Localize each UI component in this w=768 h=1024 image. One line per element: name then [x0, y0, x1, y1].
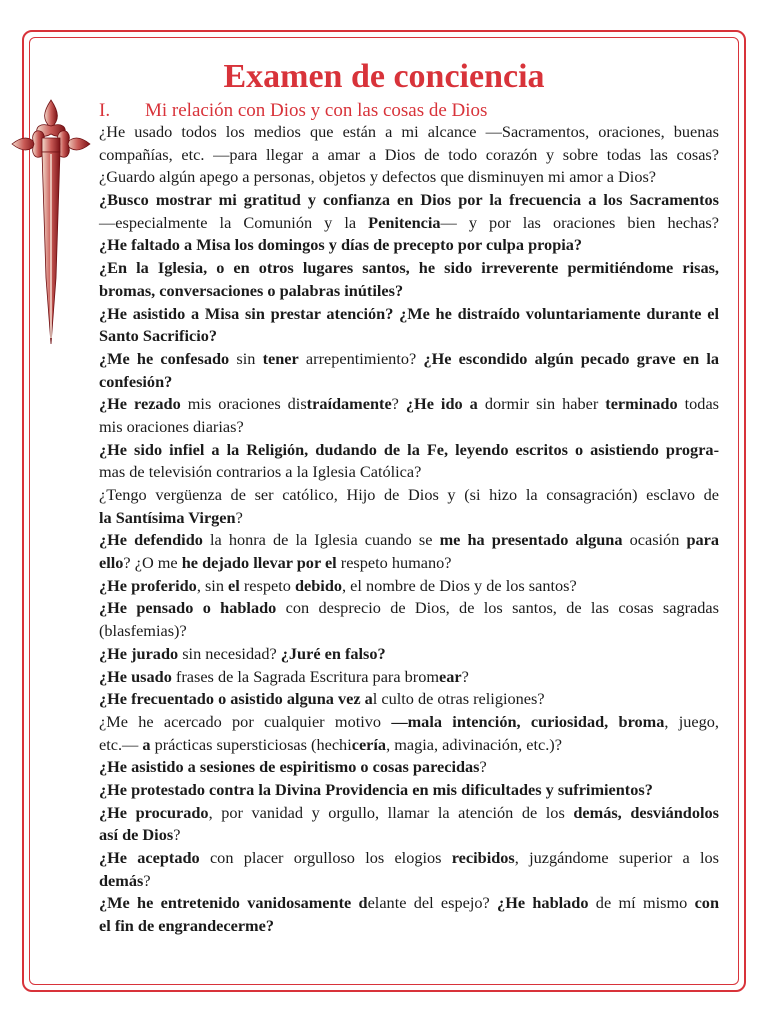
- text-segment: compañías, etc. —para llegar a amar a Dios de todo corazón y sobre todas las cosas?: [99, 144, 719, 164]
- text-segment: , por vanidad y orgullo, llamar la atención de los: [208, 802, 574, 822]
- text-segment: ¿He usado todos los medios que están a mi alcance —Sacramentos, oraciones, buenas: [99, 122, 719, 141]
- text-line: [99, 552, 719, 575]
- text-line: [99, 371, 719, 394]
- text-segment: l culto de otras religiones?: [372, 689, 545, 709]
- bold-text-segment: —mala intención, curiosidad, broma: [391, 711, 665, 731]
- text-line: [99, 802, 719, 825]
- text-line: [99, 688, 719, 711]
- bold-text-segment: Penitencia: [368, 212, 441, 232]
- text-segment: (blasfemias)?: [99, 621, 187, 641]
- bold-text-segment: ¿He procurado: [99, 802, 209, 822]
- text-segment: frases de la Sagrada Escritura para brom: [171, 666, 440, 686]
- text-line: [99, 847, 719, 870]
- bold-text-segment: ¿He protestado contra la Divina Providencia en mis dificultades y sufrimientos?: [99, 779, 653, 799]
- text-segment: arrepentimiento?: [298, 348, 424, 368]
- text-segment: dormir sin haber: [477, 394, 606, 414]
- bold-text-segment: ¿He escondido algún pecado grave en la: [423, 348, 719, 368]
- bold-text-segment: ¿He ido a: [405, 394, 478, 414]
- bold-text-segment: ear: [439, 666, 462, 686]
- text-segment: ¿Me he acercado por cualquier motivo: [99, 711, 392, 731]
- text-line: [99, 870, 719, 893]
- examination-questions: [99, 121, 719, 938]
- text-line: [99, 484, 719, 507]
- text-line: [99, 779, 719, 802]
- bold-text-segment: he dejado llevar por el: [181, 553, 337, 573]
- text-segment: — y por las oraciones bien hechas?: [440, 212, 719, 232]
- text-segment: ?: [391, 394, 406, 414]
- text-line: [99, 643, 719, 666]
- text-line: [99, 416, 719, 439]
- text-segment: mis oraciones dis: [180, 394, 307, 414]
- bold-text-segment: traídamente: [306, 394, 392, 414]
- text-line: [99, 325, 719, 348]
- section-heading-text: Mi relación con Dios y con las cosas de Dios: [145, 100, 488, 121]
- text-segment: ?: [173, 825, 181, 845]
- bold-text-segment: para: [686, 530, 719, 550]
- bold-text-segment: recibidos: [451, 848, 515, 867]
- text-segment: ?: [479, 757, 487, 777]
- text-line: [99, 189, 719, 212]
- text-segment: ocasión: [622, 530, 687, 550]
- text-line: [99, 529, 719, 552]
- text-segment: , sin: [196, 575, 229, 595]
- text-segment: —especialmente la Comunión y la: [99, 212, 369, 232]
- bold-text-segment: tener: [262, 348, 299, 368]
- bold-text-segment: ¿He jurado: [99, 643, 179, 663]
- text-segment: respeto humano?: [336, 553, 452, 573]
- text-line: [99, 734, 719, 757]
- bold-text-segment: cería: [351, 734, 387, 754]
- bold-text-segment: ¿He pensado o hablado: [99, 598, 277, 618]
- text-line: [99, 166, 719, 189]
- text-segment: , juzgándome superior a los: [514, 848, 719, 867]
- text-segment: de mí mismo: [588, 893, 695, 913]
- text-segment: respeto: [239, 575, 295, 595]
- bold-text-segment: ¿He defendido: [99, 530, 203, 550]
- text-segment: ?: [143, 870, 151, 890]
- text-line: [99, 915, 719, 938]
- text-line: [99, 461, 719, 484]
- bold-text-segment: demás: [99, 870, 144, 890]
- bold-text-segment: con: [694, 893, 719, 913]
- bold-text-segment: Santo Sacrificio?: [99, 326, 218, 346]
- text-line: [99, 507, 719, 530]
- bold-text-segment: así de Dios: [99, 825, 174, 845]
- text-segment: ¿Tengo vergüenza de ser católico, Hijo de Dios y (si hizo la consagración) esclavo de: [99, 485, 719, 504]
- text-segment: ?: [461, 666, 469, 686]
- text-segment: con desprecio de Dios, de los santos, de las cosas sagradas: [276, 598, 719, 618]
- text-segment: mis oraciones diarias?: [99, 416, 244, 436]
- bold-text-segment: ¿Busco mostrar mi gratitud y confianza en Dios por la frecuencia a los Sacramentos: [99, 190, 719, 210]
- bold-text-segment: ¿He aceptado: [99, 848, 200, 867]
- bold-text-segment: demás, desviándolos: [573, 802, 719, 822]
- bold-text-segment: el fin de engrandecerme?: [99, 916, 274, 936]
- text-line: [99, 824, 719, 847]
- bold-text-segment: ¿He frecuentado o asistido alguna vez a: [99, 689, 373, 709]
- text-line: [99, 234, 719, 257]
- bold-text-segment: debido: [294, 575, 343, 595]
- bold-text-segment: me ha presentado alguna: [439, 530, 623, 550]
- text-line: [99, 439, 719, 462]
- text-line: [99, 666, 719, 689]
- bold-text-segment: ¿He proferido: [99, 575, 197, 595]
- text-line: [99, 711, 719, 734]
- bold-text-segment: ¿Juré en falso?: [280, 643, 386, 663]
- bold-text-segment: ¿En la Iglesia, o en otros lugares santos, he sido irreverente permitiéndome risas,: [99, 258, 719, 278]
- text-line: [99, 280, 719, 303]
- bold-text-segment: ¿He usado: [99, 666, 172, 686]
- bold-text-segment: la Santísima Virgen: [99, 507, 236, 527]
- text-segment: todas: [677, 394, 720, 414]
- section-number: I.: [99, 100, 111, 121]
- bold-text-segment: ¿He rezado: [99, 394, 181, 414]
- text-segment: la honra de la Iglesia cuando se: [202, 530, 440, 550]
- text-line: [99, 620, 719, 643]
- text-line: [99, 303, 719, 326]
- bold-text-segment: ¿He faltado a Misa los domingos y días de precepto por culpa propia?: [99, 235, 583, 255]
- bold-text-segment: ¿He hablado: [497, 893, 589, 913]
- text-segment: con placer orgulloso los elogios: [199, 848, 452, 867]
- text-segment: , magia, adivinación, etc.)?: [386, 734, 562, 754]
- text-segment: elante del espejo?: [367, 893, 498, 913]
- text-line: [99, 575, 719, 598]
- bold-text-segment: el: [228, 575, 240, 595]
- text-segment: ? ¿O me: [123, 553, 182, 573]
- text-segment: , el nombre de Dios y de los santos?: [342, 575, 577, 595]
- text-line: [99, 212, 719, 235]
- text-segment: mas de televisión contrarios a la Iglesia Católica?: [99, 462, 422, 482]
- bold-text-segment: ¿He asistido a sesiones de espiritismo o cosas parecidas: [99, 757, 480, 777]
- text-segment: prácticas supersticiosas (hechi: [150, 734, 352, 754]
- text-line: [99, 393, 719, 416]
- bold-text-segment: ¿He asistido a Misa sin prestar atención? ¿Me he distraído voluntariamente durante el: [99, 303, 719, 323]
- text-line: [99, 597, 719, 620]
- bold-text-segment: confesión?: [99, 371, 173, 391]
- bold-text-segment: ello: [99, 553, 124, 573]
- bold-text-segment: bromas, conversaciones o palabras inútiles?: [99, 280, 404, 300]
- text-segment: etc.—: [99, 734, 143, 754]
- text-segment: sin: [229, 348, 263, 368]
- text-segment: sin necesidad?: [178, 643, 281, 663]
- text-line: [99, 257, 719, 280]
- text-segment: ¿Guardo algún apego a personas, objetos y defectos que disminuyen mi amor a Dios?: [99, 167, 657, 187]
- bold-text-segment: ¿He sido infiel a la Religión, dudando de la Fe, leyendo escritos o asistiendo progra-: [99, 439, 719, 459]
- text-line: [99, 348, 719, 371]
- text-segment: , juego,: [664, 711, 719, 731]
- text-line: [99, 144, 719, 167]
- cross-of-saint-james-icon: [8, 98, 94, 348]
- text-line: [99, 756, 719, 779]
- bold-text-segment: ¿Me he confesado: [99, 348, 230, 368]
- text-line: [99, 892, 719, 915]
- bold-text-segment: terminado: [605, 394, 678, 414]
- bold-text-segment: ¿Me he entretenido vanidosamente d: [99, 893, 368, 913]
- bold-text-segment: a: [142, 734, 151, 754]
- page-title: Examen de conciencia: [223, 58, 545, 95]
- text-segment: ?: [235, 507, 243, 527]
- text-line: [99, 121, 719, 144]
